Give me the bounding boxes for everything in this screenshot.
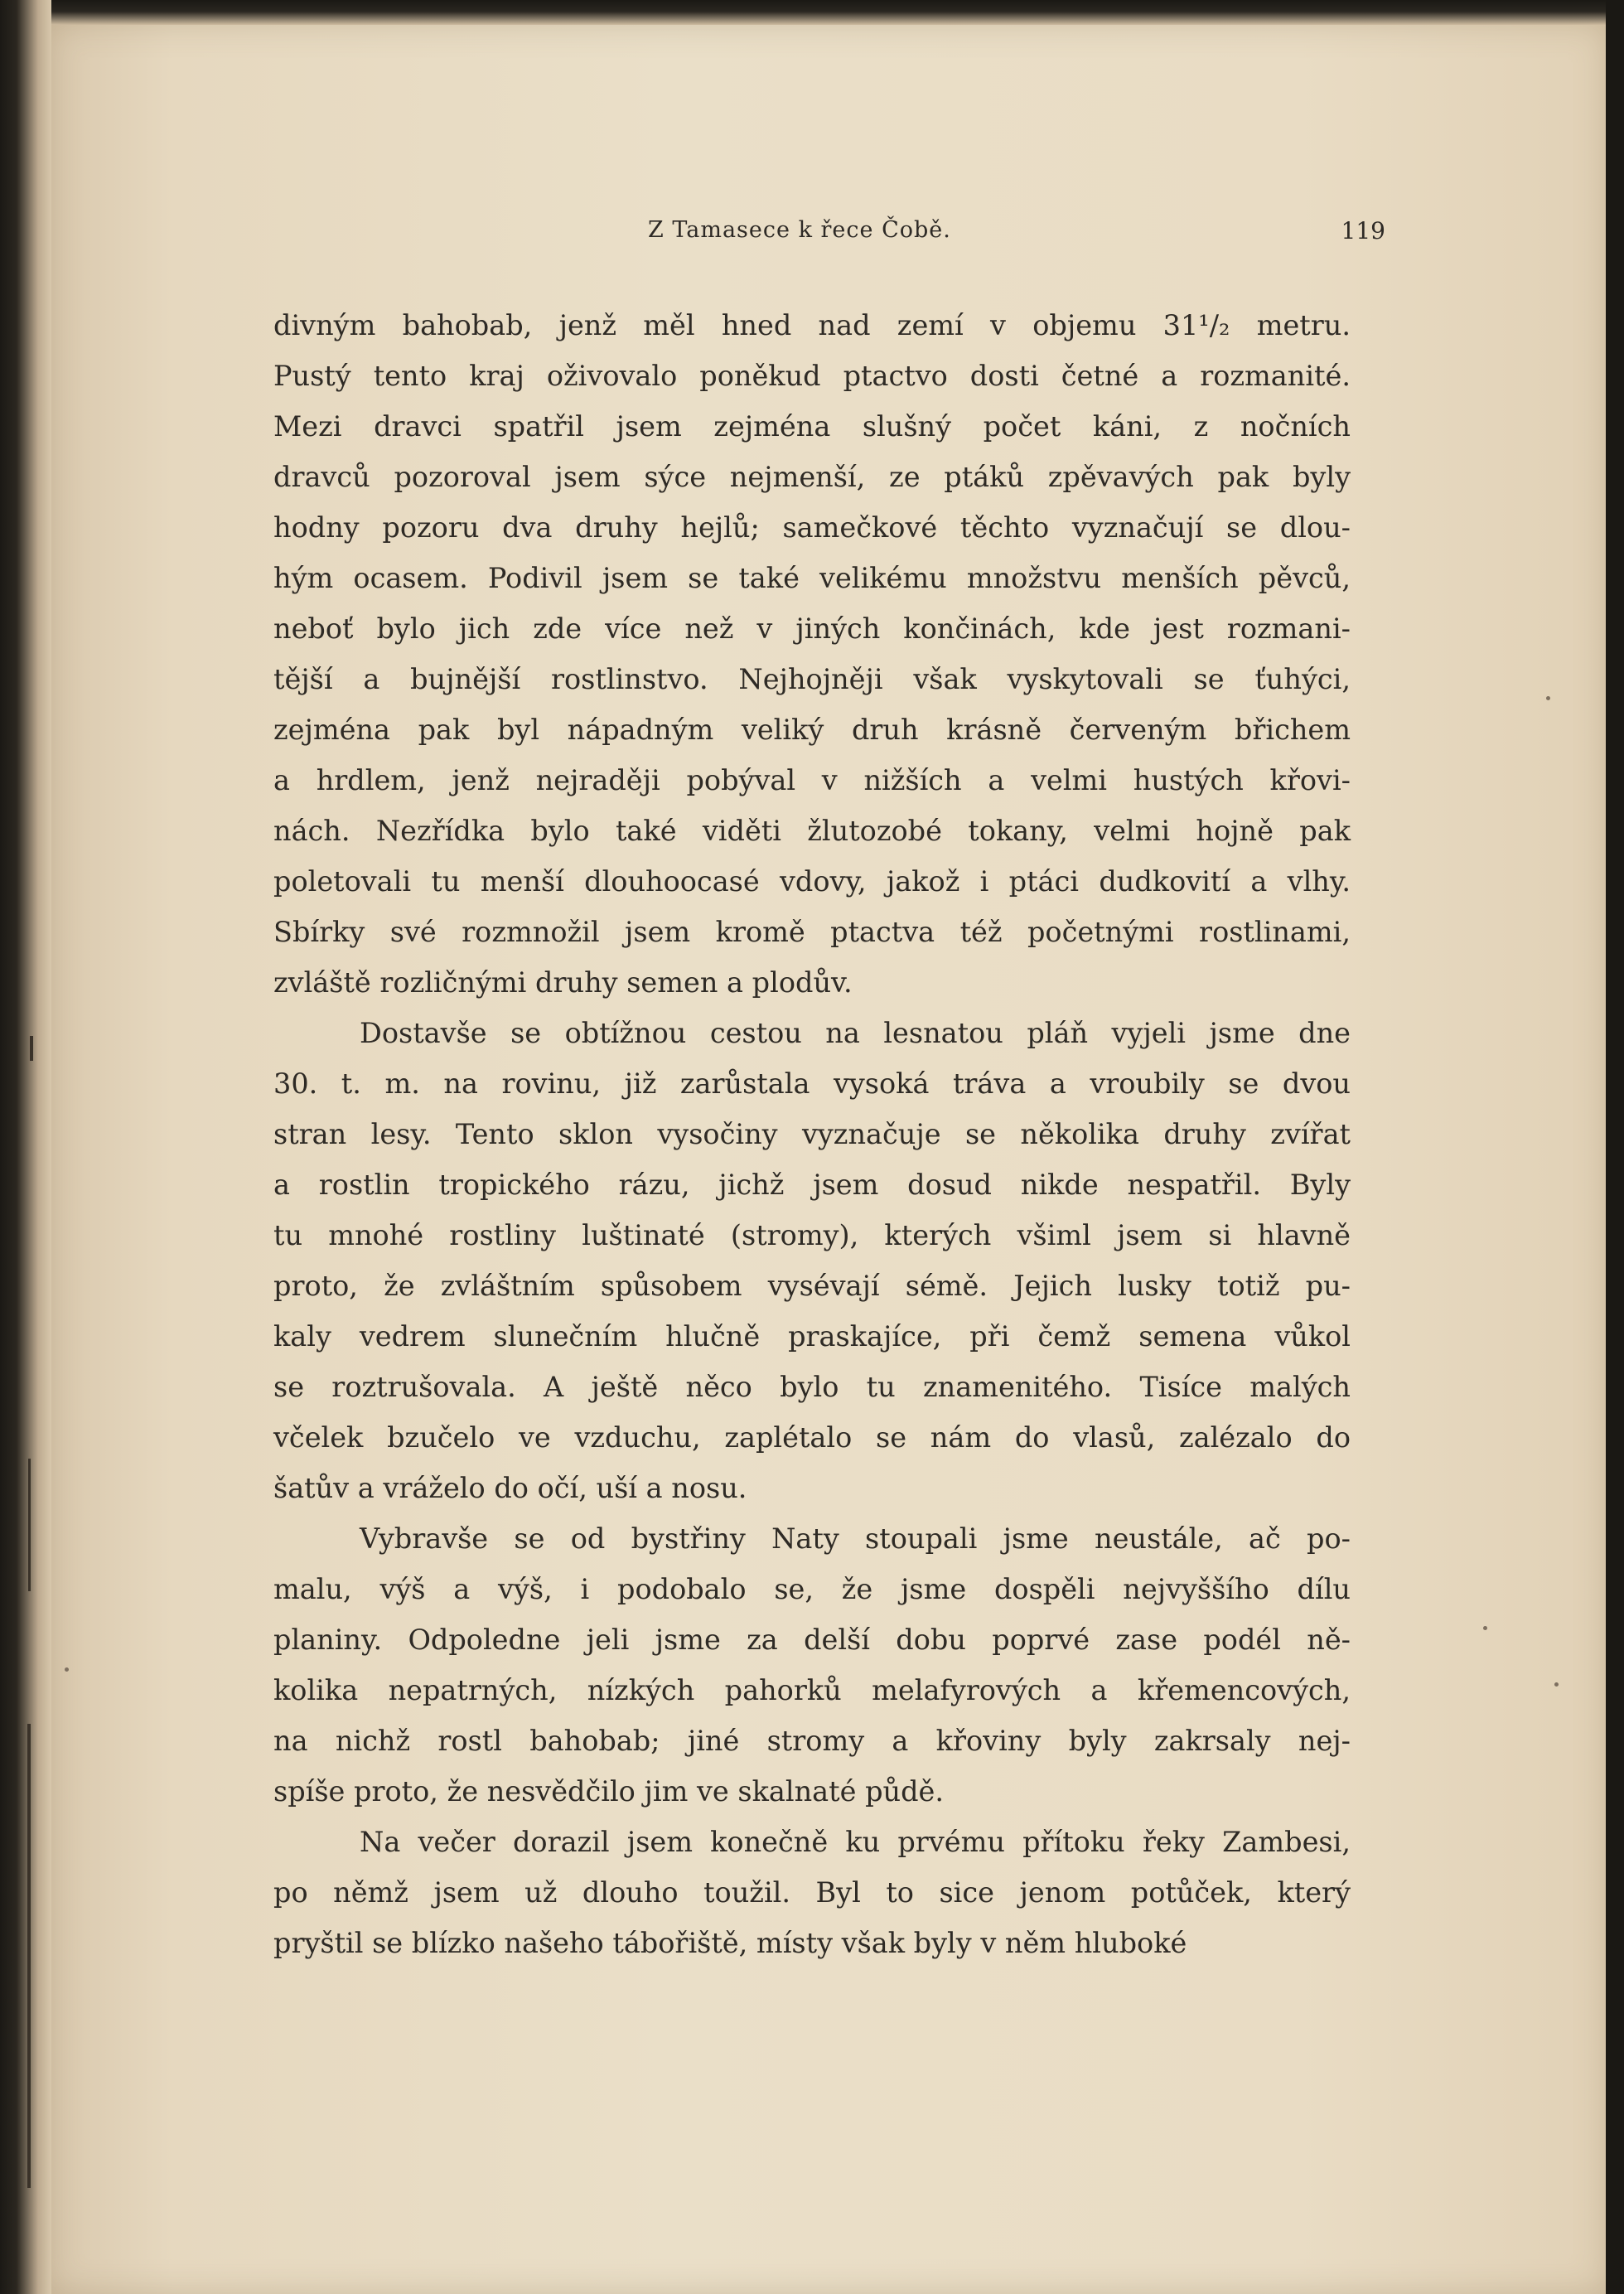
- text-line: poletovali tu menší dlouhoocasé vdovy, jakož i ptáci dudkovití a vlhy.: [273, 865, 1351, 898]
- text-line: divným bahobab, jenž měl hned nad zemí v objemu 31¹/₂ metru.: [273, 309, 1351, 341]
- text-line: dravců pozoroval jsem sýce nejmenší, ze ptáků zpěvavých pak byly: [273, 461, 1351, 493]
- text-line: a rostlin tropického rázu, jichž jsem dosud nikde nespatřil. Byly: [273, 1169, 1351, 1201]
- text-line: Mezi dravci spatřil jsem zejména slušný počet káni, z nočních: [273, 410, 1351, 443]
- text-line: Dostavše se obtížnou cestou na lesnatou pláň vyjeli jsme dne: [360, 1017, 1351, 1049]
- left-scan-edge: [0, 0, 51, 2294]
- paragraph: [273, 300, 1351, 1008]
- text-line: Pustý tento kraj oživovalo poněkud ptactvo dosti četné a rozmanité.: [273, 360, 1351, 392]
- paragraph: [273, 1008, 1351, 1513]
- speck: [1546, 696, 1550, 700]
- text-line: po němž jsem už dlouho toužil. Byl to sice jenom potůček, který: [273, 1876, 1351, 1909]
- text-line: Na večer dorazil jsem konečně ku prvému přítoku řeky Zambesi,: [360, 1826, 1351, 1858]
- speck: [1483, 1626, 1487, 1630]
- text-line: hodny pozoru dva druhy hejlů; samečkové těchto vyznačují se dlou-: [273, 511, 1351, 544]
- text-line: včelek bzučelo ve vzduchu, zaplétalo se nám do vlasů, zalézalo do: [273, 1421, 1351, 1454]
- text-line: zejména pak byl nápadným veliký druh krásně červeným břichem: [273, 714, 1351, 746]
- body-text: [273, 300, 1351, 1968]
- running-head: [273, 212, 1385, 254]
- paragraph: [273, 1513, 1351, 1817]
- gutter-mark: [27, 1724, 31, 2188]
- text-line: šatův a vráželo do očí, uší a nosu.: [273, 1472, 747, 1504]
- speck: [1554, 1682, 1559, 1687]
- top-scan-edge: [0, 0, 1624, 25]
- page-number: 119: [1341, 217, 1385, 244]
- paragraph: [273, 1817, 1351, 1968]
- running-head-title: Z Tamasece k řece Čobě.: [648, 217, 951, 243]
- text-line: nách. Nezřídka bylo také viděti žlutozobé tokany, velmi hojně pak: [273, 815, 1351, 847]
- text-line: stran lesy. Tento sklon vysočiny vyznačuje se několika druhy zvířat: [273, 1118, 1351, 1150]
- text-line: spíše proto, že nesvědčilo jim ve skalnaté půdě.: [273, 1775, 945, 1808]
- text-line: tu mnohé rostliny luštinaté (stromy), kterých všiml jsem si hlavně: [273, 1219, 1351, 1251]
- text-line: na nichž rostl bahobab; jiné stromy a křoviny byly zakrsaly nej-: [273, 1725, 1351, 1757]
- text-line: a hrdlem, jenž nejraději pobýval v nižších a velmi hustých křovi-: [273, 764, 1351, 796]
- text-line: tější a bujnější rostlinstvo. Nejhojněji však vyskytovali se ťuhýci,: [273, 663, 1351, 695]
- text-line: proto, že zvláštním spůsobem vysévají sémě. Jejich lusky totiž pu-: [273, 1270, 1351, 1302]
- gutter-mark: [28, 1459, 31, 1591]
- text-line: pryštil se blízko našeho tábořiště, místy však byly v něm hluboké: [273, 1927, 1187, 1959]
- text-line: planiny. Odpoledne jeli jsme za delší dobu poprvé zase podél ně-: [273, 1624, 1351, 1656]
- speck: [65, 1667, 69, 1672]
- right-scan-edge: [1606, 0, 1624, 2294]
- text-line: neboť bylo jich zde více než v jiných končinách, kde jest rozmani-: [273, 612, 1351, 645]
- text-line: Vybravše se od bystřiny Naty stoupali jsme neustále, ač po-: [360, 1522, 1351, 1555]
- text-line: 30. t. m. na rovinu, již zarůstala vysoká tráva a vroubily se dvou: [273, 1067, 1351, 1100]
- text-line: Sbírky své rozmnožil jsem kromě ptactva též početnými rostlinami,: [273, 916, 1351, 948]
- text-line: malu, výš a výš, i podobalo se, že jsme dospěli nejvyššího dílu: [273, 1573, 1351, 1605]
- text-line: zvláště rozličnými druhy semen a plodův.: [273, 966, 853, 999]
- gutter-mark: [30, 1036, 33, 1061]
- text-line: se roztrušovala. A ještě něco bylo tu znamenitého. Tisíce malých: [273, 1371, 1351, 1403]
- text-line: kolika nepatrných, nízkých pahorků melafyrových a křemencových,: [273, 1674, 1351, 1706]
- text-line: hým ocasem. Podivil jsem se také velikému množstvu menších pěvců,: [273, 562, 1351, 594]
- text-line: kaly vedrem slunečním hlučně praskajíce, při čemž semena vůkol: [273, 1320, 1351, 1353]
